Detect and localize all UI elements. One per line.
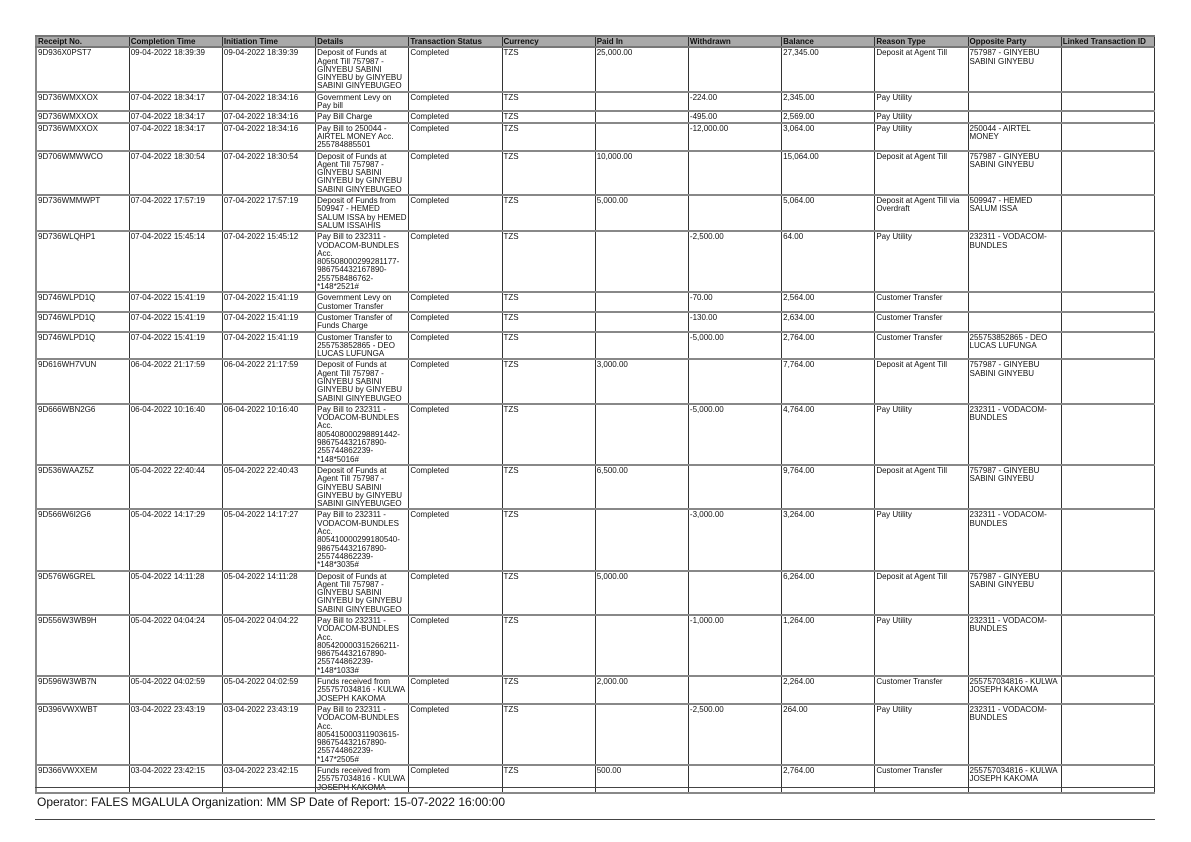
cell-completion-time: 05-04-2022 04:02:59: [129, 676, 222, 704]
cell-linked-transaction-id: [1061, 151, 1154, 195]
cell-withdrawn: [688, 765, 781, 793]
cell-initiation-time: 05-04-2022 14:11:28: [222, 571, 315, 615]
cell-details: Government Levy on Pay bill: [316, 92, 409, 112]
table-row: [36, 676, 1155, 704]
cell-details: Pay Bill to 232311 - VODACOM-BUNDLES Acc. 805420000315266211-986754432167890-255744862239-*148*1033#: [316, 615, 409, 676]
cell-paid-in: 10,000.00: [595, 151, 688, 195]
cell-paid-in: [595, 332, 688, 360]
cell-initiation-time: 07-04-2022 15:45:12: [222, 231, 315, 292]
cell-transaction-status: Completed: [409, 92, 502, 112]
cell-details: Customer Transfer to 255753852865 - DEO LUCAS LUFUNGA: [316, 332, 409, 360]
cell-transaction-status: Completed: [409, 571, 502, 615]
cell-balance: 27,345.00: [782, 47, 875, 91]
cell-transaction-status: Completed: [409, 509, 502, 570]
cell-receipt-no: 9D366VWXXEM: [36, 765, 129, 793]
cell-paid-in: [595, 292, 688, 312]
cell-withdrawn: -130.00: [688, 312, 781, 332]
cell-paid-in: 2,000.00: [595, 676, 688, 704]
cell-details: Deposit of Funds at Agent Till 757987 - GINYEBU SABINI GINYEBU by GINYEBU SABINI GINYEBU\GEO: [316, 151, 409, 195]
cell-withdrawn: [688, 676, 781, 704]
cell-currency: TZS: [502, 765, 595, 793]
cell-transaction-status: Completed: [409, 359, 502, 403]
table-row: [36, 509, 1155, 570]
cell-paid-in: [595, 92, 688, 112]
table-row: [36, 195, 1155, 231]
cell-initiation-time: 05-04-2022 14:17:27: [222, 509, 315, 570]
cell-receipt-no: 9D576W6GREL: [36, 571, 129, 615]
cell-completion-time: 07-04-2022 18:30:54: [129, 151, 222, 195]
cell-completion-time: 07-04-2022 18:34:17: [129, 92, 222, 112]
cell-currency: TZS: [502, 47, 595, 91]
column-header-transaction-status: Transaction Status: [409, 36, 502, 47]
cell-balance: 2,764.00: [782, 765, 875, 793]
cell-withdrawn: -5,000.00: [688, 332, 781, 360]
cell-opposite-party: 255753852865 - DEO LUCAS LUFUNGA: [968, 332, 1061, 360]
cell-opposite-party: 757987 - GINYEBU SABINI GINYEBU: [968, 151, 1061, 195]
cell-reason-type: Pay Utility: [875, 404, 968, 465]
cell-paid-in: [595, 404, 688, 465]
cell-withdrawn: -1,000.00: [688, 615, 781, 676]
column-header-initiation-time: Initiation Time: [222, 36, 315, 47]
cell-completion-time: 06-04-2022 10:16:40: [129, 404, 222, 465]
cell-paid-in: 25,000.00: [595, 47, 688, 91]
cell-details: Deposit of Funds at Agent Till 757987 - GINYEBU SABINI GINYEBU by GINYEBU SABINI GINYEBU\GEO: [316, 465, 409, 509]
table-body: [36, 47, 1155, 793]
cell-balance: 4,764.00: [782, 404, 875, 465]
cell-initiation-time: 03-04-2022 23:43:19: [222, 704, 315, 765]
cell-receipt-no: 9D936X0PST7: [36, 47, 129, 91]
cell-transaction-status: Completed: [409, 465, 502, 509]
table-row: [36, 571, 1155, 615]
cell-details: Deposit of Funds at Agent Till 757987 - GINYEBU SABINI GINYEBU by GINYEBU SABINI GINYEBU\GEO: [316, 47, 409, 91]
cell-balance: 2,564.00: [782, 292, 875, 312]
cell-receipt-no: 9D736WMXXOX: [36, 111, 129, 122]
table-row: [36, 359, 1155, 403]
cell-opposite-party: 757987 - GINYEBU SABINI GINYEBU: [968, 571, 1061, 615]
cell-details: Government Levy on Customer Transfer: [316, 292, 409, 312]
cell-opposite-party: 255757034816 - KULWA JOSEPH KAKOMA: [968, 765, 1061, 793]
cell-receipt-no: 9D746WLPD1Q: [36, 332, 129, 360]
cell-details: Funds received from 255757034816 - KULWA JOSEPH KAKOMA: [316, 676, 409, 704]
cell-balance: 6,264.00: [782, 571, 875, 615]
table-row: [36, 151, 1155, 195]
cell-reason-type: Customer Transfer: [875, 312, 968, 332]
cell-initiation-time: 07-04-2022 18:34:16: [222, 111, 315, 122]
cell-currency: TZS: [502, 195, 595, 231]
cell-completion-time: 07-04-2022 18:34:17: [129, 123, 222, 151]
cell-currency: TZS: [502, 332, 595, 360]
table-row: [36, 332, 1155, 360]
cell-reason-type: Customer Transfer: [875, 292, 968, 312]
cell-transaction-status: Completed: [409, 123, 502, 151]
cell-withdrawn: [688, 151, 781, 195]
cell-receipt-no: 9D396VWXWBT: [36, 704, 129, 765]
table-row: [36, 292, 1155, 312]
cell-currency: TZS: [502, 465, 595, 509]
cell-paid-in: 5,000.00: [595, 195, 688, 231]
cell-reason-type: Customer Transfer: [875, 765, 968, 793]
table-row: [36, 404, 1155, 465]
cell-details: Pay Bill to 232311 - VODACOM-BUNDLES Acc. 805408000298891442-986754432167890-255744862239-*148*5016#: [316, 404, 409, 465]
cell-completion-time: 03-04-2022 23:43:19: [129, 704, 222, 765]
cell-transaction-status: Completed: [409, 195, 502, 231]
cell-linked-transaction-id: [1061, 312, 1154, 332]
cell-currency: TZS: [502, 509, 595, 570]
cell-withdrawn: [688, 195, 781, 231]
cell-completion-time: 07-04-2022 15:41:19: [129, 332, 222, 360]
cell-withdrawn: -2,500.00: [688, 231, 781, 292]
cell-opposite-party: [968, 92, 1061, 112]
cell-balance: 64.00: [782, 231, 875, 292]
cell-balance: 2,764.00: [782, 332, 875, 360]
cell-reason-type: Pay Utility: [875, 123, 968, 151]
cell-currency: TZS: [502, 292, 595, 312]
cell-details: Deposit of Funds at Agent Till 757987 - GINYEBU SABINI GINYEBU by GINYEBU SABINI GINYEBU\GEO: [316, 359, 409, 403]
cell-paid-in: [595, 312, 688, 332]
cell-linked-transaction-id: [1061, 111, 1154, 122]
cell-opposite-party: [968, 292, 1061, 312]
column-header-completion-time: Completion Time: [129, 36, 222, 47]
column-header-linked-transaction-id: Linked Transaction ID: [1061, 36, 1154, 47]
cell-reason-type: Pay Utility: [875, 615, 968, 676]
cell-withdrawn: [688, 47, 781, 91]
table-row: [36, 231, 1155, 292]
cell-paid-in: 5,000.00: [595, 571, 688, 615]
cell-withdrawn: -5,000.00: [688, 404, 781, 465]
cell-opposite-party: 757987 - GINYEBU SABINI GINYEBU: [968, 465, 1061, 509]
cell-linked-transaction-id: [1061, 292, 1154, 312]
cell-linked-transaction-id: [1061, 404, 1154, 465]
cell-paid-in: 6,500.00: [595, 465, 688, 509]
cell-linked-transaction-id: [1061, 92, 1154, 112]
cell-paid-in: [595, 111, 688, 122]
cell-reason-type: Customer Transfer: [875, 332, 968, 360]
cell-reason-type: Pay Utility: [875, 509, 968, 570]
cell-balance: 264.00: [782, 704, 875, 765]
cell-balance: 2,345.00: [782, 92, 875, 112]
cell-linked-transaction-id: [1061, 571, 1154, 615]
cell-reason-type: Pay Utility: [875, 231, 968, 292]
cell-details: Pay Bill to 232311 - VODACOM-BUNDLES Acc. 805415000311903615-986754432167890-255744862239-*147*2505#: [316, 704, 409, 765]
cell-initiation-time: 07-04-2022 15:41:19: [222, 332, 315, 360]
cell-balance: 3,264.00: [782, 509, 875, 570]
cell-initiation-time: 07-04-2022 18:34:16: [222, 92, 315, 112]
cell-paid-in: [595, 231, 688, 292]
cell-withdrawn: -2,500.00: [688, 704, 781, 765]
cell-completion-time: 07-04-2022 15:41:19: [129, 292, 222, 312]
cell-transaction-status: Completed: [409, 765, 502, 793]
cell-reason-type: Customer Transfer: [875, 676, 968, 704]
cell-completion-time: 07-04-2022 15:45:14: [129, 231, 222, 292]
cell-reason-type: Deposit at Agent Till: [875, 465, 968, 509]
cell-opposite-party: 232311 - VODACOM-BUNDLES: [968, 231, 1061, 292]
column-header-currency: Currency: [502, 36, 595, 47]
cell-completion-time: 07-04-2022 15:41:19: [129, 312, 222, 332]
cell-details: Deposit of Funds from 509947 - HEMED SALUM ISSA by HEMED SALUM ISSA\HIS: [316, 195, 409, 231]
cell-initiation-time: 03-04-2022 23:42:15: [222, 765, 315, 793]
cell-receipt-no: 9D556W3WB9H: [36, 615, 129, 676]
cell-details: Customer Transfer of Funds Charge: [316, 312, 409, 332]
table-row: [36, 312, 1155, 332]
cell-transaction-status: Completed: [409, 47, 502, 91]
cell-receipt-no: 9D736WMXXOX: [36, 123, 129, 151]
cell-balance: 15,064.00: [782, 151, 875, 195]
cell-withdrawn: [688, 359, 781, 403]
table-header-row: [36, 36, 1155, 47]
cell-currency: TZS: [502, 111, 595, 122]
cell-linked-transaction-id: [1061, 195, 1154, 231]
cell-transaction-status: Completed: [409, 111, 502, 122]
cell-opposite-party: 232311 - VODACOM-BUNDLES: [968, 615, 1061, 676]
column-header-withdrawn: Withdrawn: [688, 36, 781, 47]
cell-balance: 7,764.00: [782, 359, 875, 403]
cell-reason-type: Pay Utility: [875, 92, 968, 112]
column-header-receipt-no: Receipt No.: [36, 36, 129, 47]
cell-initiation-time: 07-04-2022 18:30:54: [222, 151, 315, 195]
cell-linked-transaction-id: [1061, 465, 1154, 509]
cell-transaction-status: Completed: [409, 312, 502, 332]
cell-opposite-party: 250044 - AIRTEL MONEY: [968, 123, 1061, 151]
table-row: [36, 123, 1155, 151]
cell-currency: TZS: [502, 231, 595, 292]
column-header-paid-in: Paid In: [595, 36, 688, 47]
cell-receipt-no: 9D736WMMWPT: [36, 195, 129, 231]
cell-reason-type: Pay Utility: [875, 704, 968, 765]
cell-balance: 5,064.00: [782, 195, 875, 231]
cell-opposite-party: 757987 - GINYEBU SABINI GINYEBU: [968, 359, 1061, 403]
cell-currency: TZS: [502, 151, 595, 195]
cell-completion-time: 05-04-2022 14:17:29: [129, 509, 222, 570]
cell-opposite-party: 232311 - VODACOM-BUNDLES: [968, 404, 1061, 465]
cell-opposite-party: 232311 - VODACOM-BUNDLES: [968, 509, 1061, 570]
cell-transaction-status: Completed: [409, 151, 502, 195]
cell-receipt-no: 9D566W6I2G6: [36, 509, 129, 570]
cell-paid-in: 500.00: [595, 765, 688, 793]
cell-transaction-status: Completed: [409, 704, 502, 765]
cell-currency: TZS: [502, 312, 595, 332]
cell-currency: TZS: [502, 123, 595, 151]
cell-currency: TZS: [502, 359, 595, 403]
cell-completion-time: 07-04-2022 17:57:19: [129, 195, 222, 231]
cell-receipt-no: 9D596W3WB7N: [36, 676, 129, 704]
cell-transaction-status: Completed: [409, 231, 502, 292]
cell-details: Pay Bill Charge: [316, 111, 409, 122]
cell-linked-transaction-id: [1061, 359, 1154, 403]
cell-linked-transaction-id: [1061, 676, 1154, 704]
cell-completion-time: 07-04-2022 18:34:17: [129, 111, 222, 122]
cell-receipt-no: 9D666WBN2G6: [36, 404, 129, 465]
cell-paid-in: [595, 509, 688, 570]
cell-currency: TZS: [502, 676, 595, 704]
cell-balance: 9,764.00: [782, 465, 875, 509]
cell-details: Deposit of Funds at Agent Till 757987 - GINYEBU SABINI GINYEBU by GINYEBU SABINI GINYEBU\GEO: [316, 571, 409, 615]
cell-completion-time: 06-04-2022 21:17:59: [129, 359, 222, 403]
cell-transaction-status: Completed: [409, 676, 502, 704]
cell-reason-type: Pay Utility: [875, 111, 968, 122]
cell-opposite-party: 232311 - VODACOM-BUNDLES: [968, 704, 1061, 765]
cell-receipt-no: 9D736WMXXOX: [36, 92, 129, 112]
cell-initiation-time: 05-04-2022 22:40:43: [222, 465, 315, 509]
cell-initiation-time: 07-04-2022 17:57:19: [222, 195, 315, 231]
cell-paid-in: [595, 123, 688, 151]
cell-balance: 1,264.00: [782, 615, 875, 676]
cell-balance: 2,569.00: [782, 111, 875, 122]
cell-withdrawn: [688, 465, 781, 509]
cell-currency: TZS: [502, 92, 595, 112]
cell-opposite-party: [968, 312, 1061, 332]
cell-opposite-party: 509947 - HEMED SALUM ISSA: [968, 195, 1061, 231]
cell-withdrawn: -3,000.00: [688, 509, 781, 570]
cell-opposite-party: 757987 - GINYEBU SABINI GINYEBU: [968, 47, 1061, 91]
cell-completion-time: 05-04-2022 14:11:28: [129, 571, 222, 615]
cell-initiation-time: 05-04-2022 04:04:22: [222, 615, 315, 676]
cell-withdrawn: -12,000.00: [688, 123, 781, 151]
table-row: [36, 47, 1155, 91]
cell-linked-transaction-id: [1061, 615, 1154, 676]
cell-balance: 3,064.00: [782, 123, 875, 151]
table-row: [36, 615, 1155, 676]
cell-initiation-time: 07-04-2022 15:41:19: [222, 312, 315, 332]
cell-receipt-no: 9D746WLPD1Q: [36, 312, 129, 332]
cell-receipt-no: 9D706WMWWCO: [36, 151, 129, 195]
cell-initiation-time: 07-04-2022 18:34:16: [222, 123, 315, 151]
cell-initiation-time: 05-04-2022 04:02:59: [222, 676, 315, 704]
cell-completion-time: 05-04-2022 22:40:44: [129, 465, 222, 509]
cell-completion-time: 05-04-2022 04:04:24: [129, 615, 222, 676]
cell-linked-transaction-id: [1061, 704, 1154, 765]
cell-reason-type: Deposit at Agent Till: [875, 47, 968, 91]
cell-linked-transaction-id: [1061, 123, 1154, 151]
cell-currency: TZS: [502, 571, 595, 615]
cell-completion-time: 09-04-2022 18:39:39: [129, 47, 222, 91]
cell-details: Funds received from 255757034816 - KULWA JOSEPH KAKOMA: [316, 765, 409, 793]
footer-divider-top: [35, 787, 1155, 788]
cell-details: Pay Bill to 250044 - AIRTEL MONEY Acc. 255784885501: [316, 123, 409, 151]
column-header-opposite-party: Opposite Party: [968, 36, 1061, 47]
cell-reason-type: Deposit at Agent Till: [875, 359, 968, 403]
cell-details: Pay Bill to 232311 - VODACOM-BUNDLES Acc. 805508000299281177-986754432167890-255758486762-*148*2521#: [316, 231, 409, 292]
cell-transaction-status: Completed: [409, 404, 502, 465]
cell-balance: 2,634.00: [782, 312, 875, 332]
table-row: [36, 465, 1155, 509]
table-row: [36, 111, 1155, 122]
cell-balance: 2,264.00: [782, 676, 875, 704]
cell-transaction-status: Completed: [409, 292, 502, 312]
cell-linked-transaction-id: [1061, 47, 1154, 91]
cell-linked-transaction-id: [1061, 332, 1154, 360]
cell-opposite-party: [968, 111, 1061, 122]
cell-details: Pay Bill to 232311 - VODACOM-BUNDLES Acc. 805410000299180540-986754432167890-255744862239-*148*3035#: [316, 509, 409, 570]
column-header-reason-type: Reason Type: [875, 36, 968, 47]
cell-paid-in: 3,000.00: [595, 359, 688, 403]
cell-withdrawn: -224.00: [688, 92, 781, 112]
cell-receipt-no: 9D536WAAZ5Z: [36, 465, 129, 509]
cell-reason-type: Deposit at Agent Till: [875, 151, 968, 195]
column-header-balance: Balance: [782, 36, 875, 47]
cell-linked-transaction-id: [1061, 231, 1154, 292]
cell-paid-in: [595, 615, 688, 676]
cell-reason-type: Deposit at Agent Till via Overdraft: [875, 195, 968, 231]
cell-currency: TZS: [502, 704, 595, 765]
table-row: [36, 704, 1155, 765]
cell-currency: TZS: [502, 404, 595, 465]
cell-initiation-time: 06-04-2022 10:16:40: [222, 404, 315, 465]
report-footer: Operator: FALES MGALULA Organization: MM SP Date of Report: 15-07-2022 16:00:00: [37, 795, 506, 809]
cell-paid-in: [595, 704, 688, 765]
cell-withdrawn: -495.00: [688, 111, 781, 122]
cell-receipt-no: 9D616WH7VUN: [36, 359, 129, 403]
cell-linked-transaction-id: [1061, 765, 1154, 793]
cell-initiation-time: 09-04-2022 18:39:39: [222, 47, 315, 91]
cell-initiation-time: 07-04-2022 15:41:19: [222, 292, 315, 312]
cell-linked-transaction-id: [1061, 509, 1154, 570]
cell-receipt-no: 9D736WLQHP1: [36, 231, 129, 292]
cell-withdrawn: [688, 571, 781, 615]
cell-completion-time: 03-04-2022 23:42:15: [129, 765, 222, 793]
cell-currency: TZS: [502, 615, 595, 676]
table-row: [36, 92, 1155, 112]
cell-initiation-time: 06-04-2022 21:17:59: [222, 359, 315, 403]
cell-reason-type: Deposit at Agent Till: [875, 571, 968, 615]
cell-withdrawn: -70.00: [688, 292, 781, 312]
transactions-table: [35, 35, 1155, 794]
cell-opposite-party: 255757034816 - KULWA JOSEPH KAKOMA: [968, 676, 1061, 704]
cell-transaction-status: Completed: [409, 332, 502, 360]
cell-transaction-status: Completed: [409, 615, 502, 676]
column-header-details: Details: [316, 36, 409, 47]
cell-receipt-no: 9D746WLPD1Q: [36, 292, 129, 312]
footer-divider-bottom: [35, 819, 1155, 820]
table-row: [36, 765, 1155, 793]
